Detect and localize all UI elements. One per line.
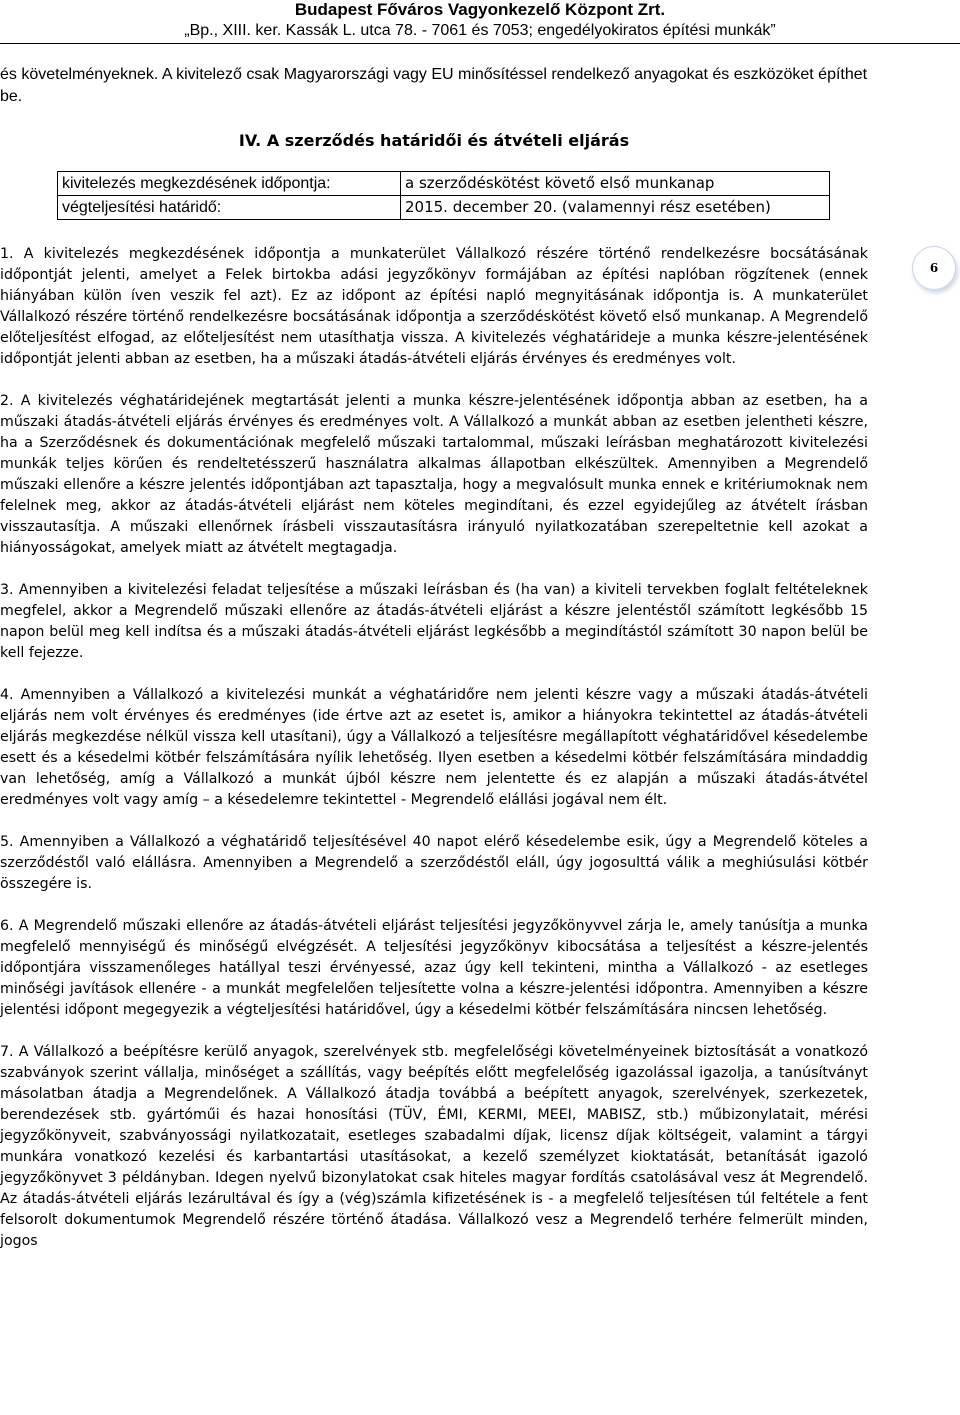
section-title: IV. A szerződés határidői és átvételi eljárás	[238, 131, 630, 150]
document-header	[0, 0, 960, 41]
paragraph-7: 7. A Vállalkozó a beépítésre kerülő anyagok, szerelvények stb. megfelelőségi követelményeinek biztosítását a vonatkozó szabványok szerint vállalja, minőséget a szállítás, vagy beépítés előtt megfelelőség igazolással igazolja, a tanúsítványt másolatban átadja a Megrendelőnek. A Vállalkozó átadja továbbá a beépített anyagok, szerelvények, szerkezetek, berendezések stb. gyártóműi és hazai honosítási (TÜV, ÉMI, KERMI, MEEI, MABISZ, stb.) műbizonylatait, mérési jegyzőkönyveit, szabványossági nyilatkozatait, esetleges szabadalmi díjak, licensz díjak költségeit, valamint a tárgyi munkára vonatkozó kezelési és karbantartási utasításokat, a kezelő személyzet kioktatását, betanítását igazoló jegyzőkönyvet 3 példányban. Idegen nyelvű bizonylatokat csak hiteles magyar fordítás csatolásával vesz át Megrendelő. Az átadás-átvételi eljárás lezárultával és így a (vég)számla kifizetésének is - a megfelelő teljesítésen túl feltétele a fent felsorolt dokumentumok Megrendelő részére történő átadása. Vállalkozó vesz a Megrendelő terhére felmerült minden, jogos	[0, 1044, 868, 1249]
table-cell-value: 2015. december 20. (valamennyi rész esetében)	[401, 196, 830, 220]
table-cell-label: végteljesítési határidő:	[58, 196, 401, 220]
paragraph-4: 4. Amennyiben a Vállalkozó a kivitelezési munkát a véghatáridőre nem jelenti készre vagy a műszaki átadás-átvételi eljárás nem volt érvényes és eredményes (ide értve azt az esetet is, amikor a hiányokra tekintettel az átadás-átvételi eljárás megkezdése nélkül vissza kell utasítani), úgy a Vállalkozó a teljesítésre megállapított véghatáridővel késedelembe esett és a késedelmi kötbér felszámítására nyílik lehetőség. Ilyen esetben a késedelmi kötbér felszámítására mindaddig van lehetőség, amíg a Vállalkozó a munkát újból készre nem jelentette és ez alapján a műszaki átadás-átvétel eredményes volt vagy amíg – a késedelemre tekintettel - Megrendelő elállási jogával nem élt.	[0, 687, 868, 808]
intro-paragraph: és követelményeknek. A kivitelező csak Magyarországi vagy EU minősítéssel rendelkező anyagokat és eszközöket építhet be.	[0, 66, 868, 105]
document-body	[0, 244, 868, 1273]
paragraph-5: 5. Amennyiben a Vállalkozó a véghatáridő teljesítésével 40 napot elérő késedelembe esik, úgy a Megrendelő köteles a szerződéstől való elállásra. Amennyiben a Megrendelő a szerződéstől eláll, úgy jogosulttá válik a meghiúsulási kötbér összegére is.	[0, 834, 868, 892]
paragraph-3: 3. Amennyiben a kivitelezési feladat teljesítése a műszaki leírásban és (ha van) a kiviteli tervekben foglalt feltételeknek megfelel, akkor a Megrendelő műszaki ellenőre az átadás-átvételi eljárást a készre jelentéstől számított legkésőbb 15 napon belül meg kell indítsa és a műszaki átadás-átvételi eljárást legkésőbb a megindítástól számított 30 napon belül be kell fejezze.	[0, 582, 868, 661]
project-address: „Bp., XIII. ker. Kassák L. utca 78. - 7061 és 7053; engedélyokiratos építési munkák”	[184, 22, 776, 39]
table-row	[58, 196, 830, 220]
paragraph-1: 1. A kivitelezés megkezdésének időpontja a munkaterület Vállalkozó részére történő rendelkezésre bocsátásának időpontját jelenti, amelyet a Felek birtokba adási jegyzőkönyv formájában az építési naplóban rögzítenek (ennek hiányában külön íven veszik fel azt). Ez az időpont az építési napló megnyitásának időpontja is. A munkaterület Vállalkozó részére történő rendelkezésre bocsátásának időpontja a szerződéskötést követő első munkanap. A Megrendelő előteljesítést elfogad, az előteljesítést nem utasíthatja vissza. A kivitelezés véghatárideje a munka készre-jelentésének időpontját jelenti abban az esetben, ha a műszaki átadás-átvételi eljárás érvényes és eredményes volt.	[0, 246, 868, 367]
table-cell-value: a szerződéskötést követő első munkanap	[401, 172, 830, 196]
paragraph-2: 2. A kivitelezés véghatáridejének megtartását jelenti a munka készre-jelentésének időpontja abban az esetben, ha a műszaki átadás-átvételi eljárás érvényes és eredményes volt. A Vállalkozó a munkát abban az esetben jelentheti készre, ha a Szerződésnek és dokumentációnak megfelelő műszaki tartalommal, műszaki leírásban meghatározott kivitelezési munkák teljes körűen és rendeltetésszerű használatra alkalmas állapotban elkészültek. Amennyiben a Megrendelő műszaki ellenőre a készre jelentés időpontjában azt tapasztalja, hogy a megvalósult munka ennek e kritériumoknak nem felelnek meg, akkor az átadás-átvételi eljárást nem köteles megindítani, és ezzel egyidejűleg az átvételt írásban visszautasítja. A műszaki ellenőrnek írásbeli visszautasításra irányuló nyilatkozatában szerepeltetnie kell azokat a hiányosságokat, amelyek miatt az átvételt megtagadja.	[0, 393, 868, 556]
deadlines-table	[57, 171, 830, 220]
paragraph-6: 6. A Megrendelő műszaki ellenőre az átadás-átvételi eljárást teljesítési jegyzőkönyvvel zárja le, amely tanúsítja a munka megfelelő mennyiségű és minőségű elvégzését. A teljesítési jegyzőkönyv kibocsátása a teljesítést a készre-jelentés időpontjára visszamenőleges hatállyal teszi érvényessé, azaz úgy kell tekinteni, mintha a Vállalkozó - az esetleges minőségi javítások ellenére - a munkát megfelelően teljesítette volna a készre-jelentési időpontra. Amennyiben a készre jelentési időpont megegyezik a végteljesítési határidővel, úgy a késedelmi kötbér felszámítására nincsen lehetőség.	[0, 918, 868, 1018]
company-name: Budapest Főváros Vagyonkezelő Központ Zrt.	[294, 0, 666, 19]
header-divider	[0, 43, 960, 44]
table-cell-label: kivitelezés megkezdésének időpontja:	[58, 172, 401, 196]
table-row	[58, 172, 830, 196]
page-number-badge: 6	[912, 246, 956, 290]
